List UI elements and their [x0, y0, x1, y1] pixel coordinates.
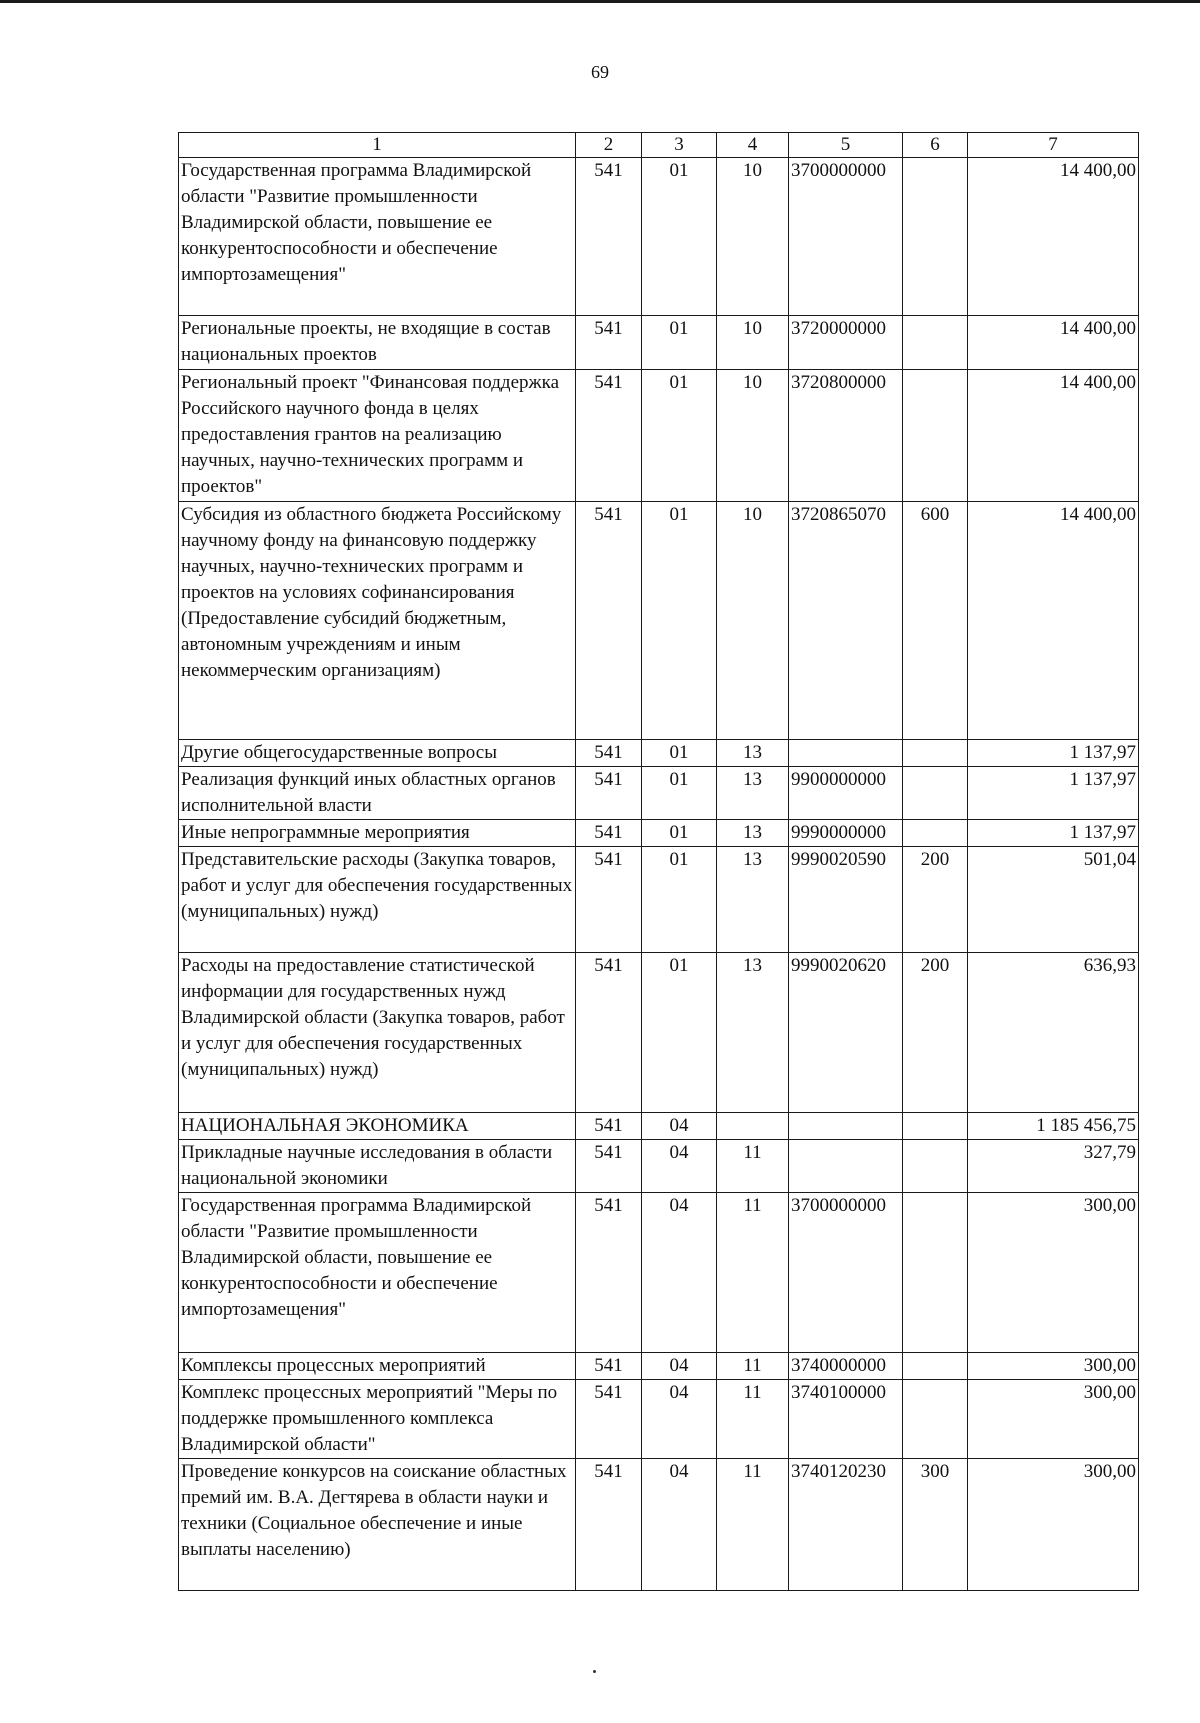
- row-col-2: 541: [576, 767, 642, 820]
- row-col-2: 541: [576, 847, 642, 953]
- row-col-5: 9990020590: [789, 847, 903, 953]
- row-col-5: 3740120230: [789, 1459, 903, 1591]
- table-row: [179, 1113, 1139, 1140]
- row-col-6: [903, 158, 968, 316]
- row-col-5: 9900000000: [789, 767, 903, 820]
- row-col-2: 541: [576, 1193, 642, 1353]
- row-col-4: 13: [717, 847, 789, 953]
- row-col-6: [903, 370, 968, 502]
- table-row: [179, 316, 1139, 370]
- row-col-4: 11: [717, 1193, 789, 1353]
- row-col-3: 01: [642, 502, 717, 740]
- row-amount: 300,00: [968, 1380, 1139, 1459]
- table-row: [179, 1380, 1139, 1459]
- row-col-4: 11: [717, 1353, 789, 1380]
- row-col-5: 3720800000: [789, 370, 903, 502]
- row-col-4: 11: [717, 1459, 789, 1591]
- row-amount: 1 137,97: [968, 740, 1139, 767]
- row-col-6: [903, 1113, 968, 1140]
- page-number: 69: [591, 62, 609, 82]
- row-col-5: [789, 1140, 903, 1193]
- row-col-6: 200: [903, 953, 968, 1113]
- row-name: Государственная программа Владимирской области "Развитие промышленности Владимирской области, повышение ее конкурентоспособности и обеспечение импортозамещения": [179, 158, 576, 316]
- row-amount: 501,04: [968, 847, 1139, 953]
- row-amount: 327,79: [968, 1140, 1139, 1193]
- row-amount: 636,93: [968, 953, 1139, 1113]
- row-col-3: 04: [642, 1193, 717, 1353]
- row-name: НАЦИОНАЛЬНАЯ ЭКОНОМИКА: [179, 1113, 576, 1140]
- row-col-2: 541: [576, 740, 642, 767]
- row-name: Другие общегосударственные вопросы: [179, 740, 576, 767]
- row-amount: 14 400,00: [968, 502, 1139, 740]
- row-col-2: 541: [576, 1353, 642, 1380]
- row-col-6: [903, 1193, 968, 1353]
- row-col-5: 3720865070: [789, 502, 903, 740]
- row-col-6: [903, 767, 968, 820]
- row-col-6: [903, 740, 968, 767]
- row-name: Государственная программа Владимирской области "Развитие промышленности Владимирской области, повышение ее конкурентоспособности и обеспечение импортозамещения": [179, 1193, 576, 1353]
- row-amount: 300,00: [968, 1353, 1139, 1380]
- column-header: 6: [903, 133, 968, 158]
- row-col-4: 13: [717, 820, 789, 847]
- row-amount: 300,00: [968, 1459, 1139, 1591]
- column-header: 5: [789, 133, 903, 158]
- column-header: 3: [642, 133, 717, 158]
- row-col-2: 541: [576, 1380, 642, 1459]
- table-header-row: [179, 133, 1139, 158]
- row-col-4: 13: [717, 767, 789, 820]
- row-col-5: 3700000000: [789, 158, 903, 316]
- row-col-3: 04: [642, 1113, 717, 1140]
- row-col-3: 04: [642, 1140, 717, 1193]
- row-name: Комплекс процессных мероприятий "Меры по поддержке промышленного комплекса Владимирской области": [179, 1380, 576, 1459]
- row-col-3: 04: [642, 1459, 717, 1591]
- row-col-3: 01: [642, 767, 717, 820]
- row-col-4: 11: [717, 1140, 789, 1193]
- row-name: Проведение конкурсов на соискание областных премий им. В.А. Дегтярева в области науки и техники (Социальное обеспечение и иные выплаты населению): [179, 1459, 576, 1591]
- table-row: [179, 1353, 1139, 1380]
- row-col-5: 3740000000: [789, 1353, 903, 1380]
- row-amount: 300,00: [968, 1193, 1139, 1353]
- table-row: [179, 740, 1139, 767]
- row-col-5: 9990020620: [789, 953, 903, 1113]
- column-header: 2: [576, 133, 642, 158]
- top-rule: [0, 0, 1200, 3]
- row-col-5: [789, 1113, 903, 1140]
- table-row: [179, 1140, 1139, 1193]
- row-name: Прикладные научные исследования в области национальной экономики: [179, 1140, 576, 1193]
- row-col-4: 13: [717, 740, 789, 767]
- table-row: [179, 370, 1139, 502]
- row-col-3: 01: [642, 370, 717, 502]
- row-amount: 1 185 456,75: [968, 1113, 1139, 1140]
- row-name: Региональный проект "Финансовая поддержка Российского научного фонда в целях предоставления грантов на реализацию научных, научно-технических программ и проектов": [179, 370, 576, 502]
- row-col-2: 541: [576, 370, 642, 502]
- row-amount: 14 400,00: [968, 158, 1139, 316]
- budget-table: [178, 132, 1139, 1591]
- row-col-4: 13: [717, 953, 789, 1113]
- row-col-2: 541: [576, 502, 642, 740]
- row-name: Реализация функций иных областных органов исполнительной власти: [179, 767, 576, 820]
- row-col-4: 10: [717, 158, 789, 316]
- row-col-2: 541: [576, 1459, 642, 1591]
- row-col-6: 200: [903, 847, 968, 953]
- row-name: Комплексы процессных мероприятий: [179, 1353, 576, 1380]
- row-col-6: 600: [903, 502, 968, 740]
- row-name: Расходы на предоставление статистической информации для государственных нужд Владимирской области (Закупка товаров, работ и услуг для обеспечения государственных (муниципальных) нужд): [179, 953, 576, 1113]
- row-col-5: 9990000000: [789, 820, 903, 847]
- row-col-6: [903, 1353, 968, 1380]
- row-col-4: 11: [717, 1380, 789, 1459]
- row-amount: 14 400,00: [968, 316, 1139, 370]
- row-name: Иные непрограммные мероприятия: [179, 820, 576, 847]
- row-col-2: 541: [576, 158, 642, 316]
- table-row: [179, 847, 1139, 953]
- scan-speck: [593, 1670, 596, 1673]
- row-name: Представительские расходы (Закупка товаров, работ и услуг для обеспечения государственных (муниципальных) нужд): [179, 847, 576, 953]
- row-col-6: [903, 1380, 968, 1459]
- row-amount: 14 400,00: [968, 370, 1139, 502]
- table-row: [179, 953, 1139, 1113]
- table-row: [179, 767, 1139, 820]
- row-col-6: [903, 1140, 968, 1193]
- row-col-6: [903, 316, 968, 370]
- row-col-2: 541: [576, 1140, 642, 1193]
- row-col-6: 300: [903, 1459, 968, 1591]
- row-col-2: 541: [576, 1113, 642, 1140]
- row-amount: 1 137,97: [968, 767, 1139, 820]
- table-row: [179, 158, 1139, 316]
- row-col-2: 541: [576, 953, 642, 1113]
- row-col-6: [903, 820, 968, 847]
- row-col-3: 01: [642, 316, 717, 370]
- row-col-3: 01: [642, 740, 717, 767]
- row-col-5: 3700000000: [789, 1193, 903, 1353]
- table-row: [179, 1193, 1139, 1353]
- row-name: Субсидия из областного бюджета Российскому научному фонду на финансовую поддержку научных, научно-технических программ и проектов на условиях софинансирования (Предоставление субсидий бюджетным, автономным учреждениям и иным некоммерческим организациям): [179, 502, 576, 740]
- row-col-4: 10: [717, 502, 789, 740]
- row-col-3: 01: [642, 158, 717, 316]
- column-header: 4: [717, 133, 789, 158]
- row-col-5: 3720000000: [789, 316, 903, 370]
- row-col-2: 541: [576, 316, 642, 370]
- row-col-3: 01: [642, 953, 717, 1113]
- row-col-2: 541: [576, 820, 642, 847]
- row-col-3: 04: [642, 1353, 717, 1380]
- table-row: [179, 820, 1139, 847]
- row-col-5: 3740100000: [789, 1380, 903, 1459]
- row-col-4: 10: [717, 316, 789, 370]
- row-col-3: 04: [642, 1380, 717, 1459]
- row-col-4: 10: [717, 370, 789, 502]
- row-amount: 1 137,97: [968, 820, 1139, 847]
- column-header: 7: [968, 133, 1139, 158]
- row-col-4: [717, 1113, 789, 1140]
- row-col-3: 01: [642, 820, 717, 847]
- column-header: 1: [179, 133, 576, 158]
- row-col-3: 01: [642, 847, 717, 953]
- table-row: [179, 502, 1139, 740]
- row-col-5: [789, 740, 903, 767]
- table-row: [179, 1459, 1139, 1591]
- row-name: Региональные проекты, не входящие в состав национальных проектов: [179, 316, 576, 370]
